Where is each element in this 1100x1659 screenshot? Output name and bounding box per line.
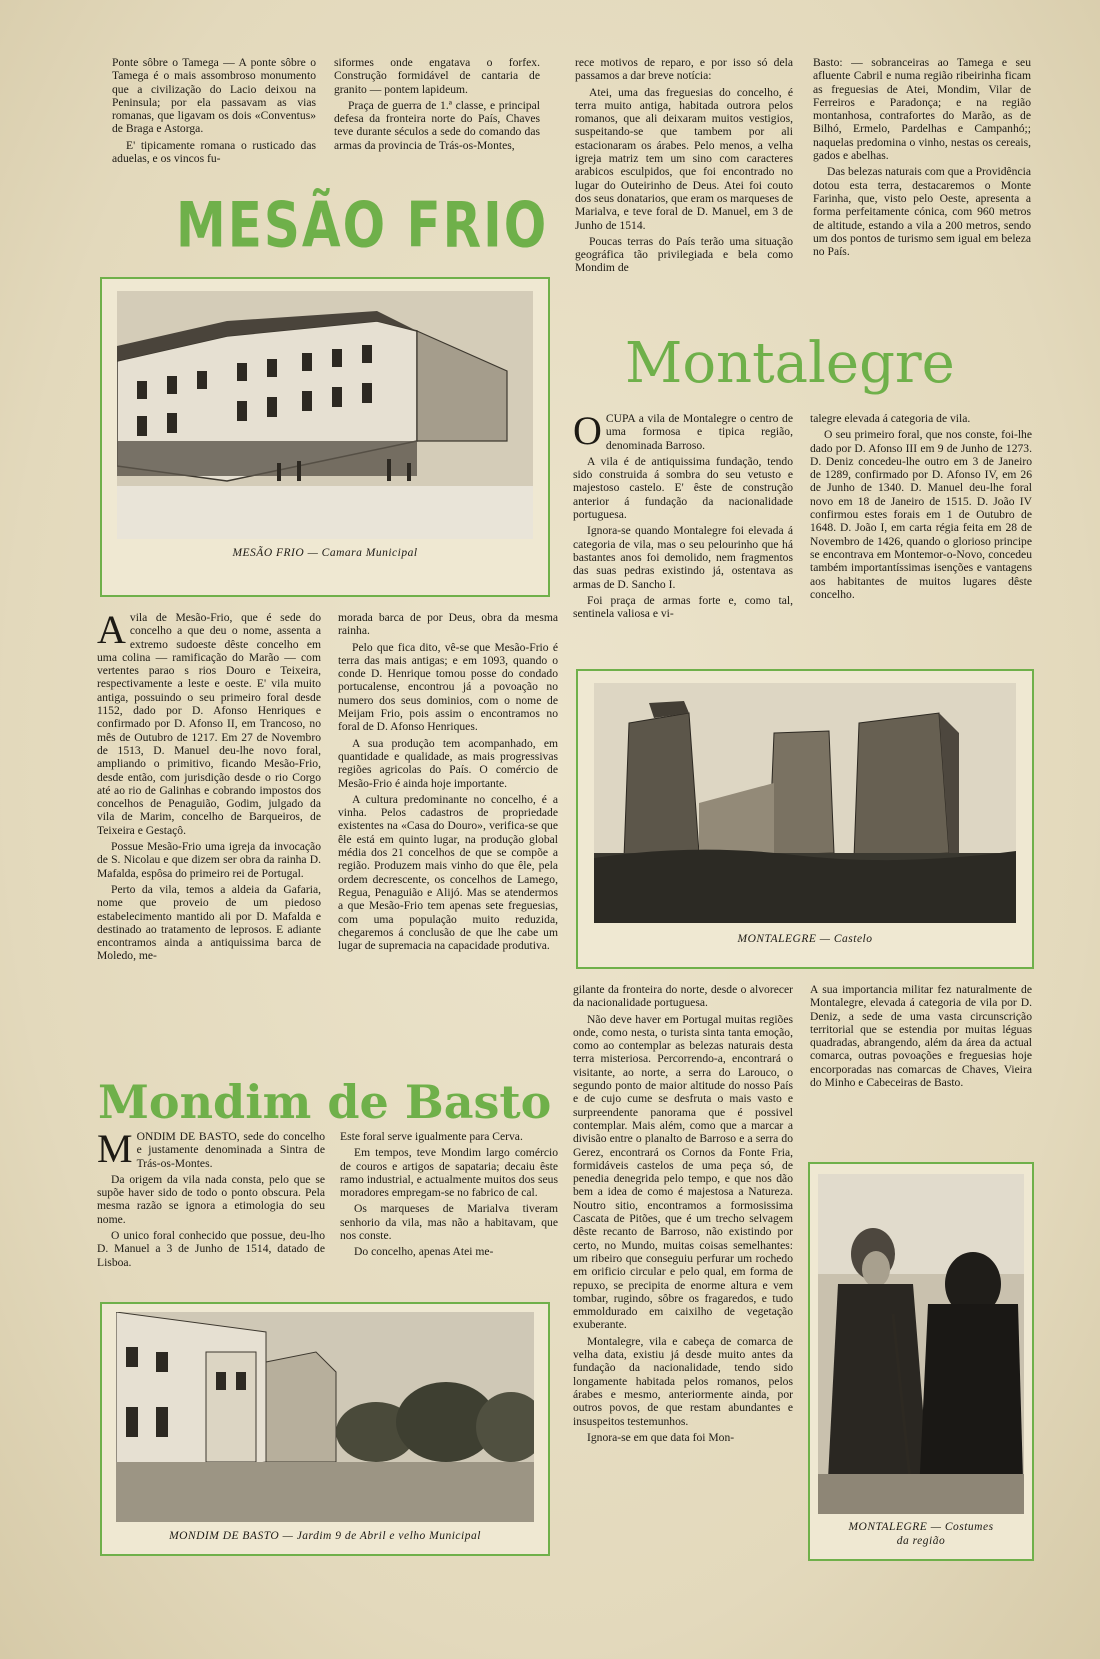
caption-place: MESÃO FRIO: [232, 547, 305, 559]
costume-photo-frame: [808, 1162, 1034, 1561]
costume-caption: [810, 1520, 1032, 1548]
paragraph: Montalegre, vila e cabeça de comarca de velha data, existiu já desde muito antes da fundação da nacionalidade, tendo sido longamente habitada pelos romanos, pelos árabes e mesmo, anteriormente ainda, por outros povos, de que restam abundantes e insuspeitos testemunhos.: [573, 1334, 793, 1428]
mondim-text-col4: [813, 56, 1031, 261]
mondim-text-col1: [97, 1126, 325, 1272]
paragraph: O unico foral conhecido que possue, deu-lho D. Manuel a 3 de Junho de 1514, datado de Lisboa.: [97, 1229, 325, 1269]
paragraph: Ponte sôbre o Tamega — A ponte sôbre o Tamega é o mais assombroso monumento que a civilização do Lacio deixou na Peninsula; por ela passavam as vias romanas, que ligavam os dois «Conventus» de Braga e Astorga.: [112, 56, 316, 136]
building-illustration: [117, 291, 533, 539]
paragraph: Perto da vila, temos a aldeia da Gafaria, nome que proveio de um piedoso estabelecimento mantido ali por D. Mafalda e destinado ao tratamento de leprosos. E adiante encontramos ainda a antiquissima barca de Moledo, me-: [97, 882, 321, 963]
paragraph: Basto: — sobranceiras ao Tamega e seu afluente Cabril e numa região ribeirinha ficam as freguesias de Atei, Mondim, Vilar de Ferreiros e Paradonça; e na região montanhosa, contrafortes do Marão, as de Bilhó, Ermelo, Pardelhas e Campanhó;; naquelas predomina o vinho, nestas os cereais, gados e abelhas.: [813, 56, 1031, 163]
paragraph: Ignora-se em que data foi Mon-: [587, 1430, 735, 1444]
drop-cap: A: [97, 607, 126, 652]
paragraph: siformes onde engatava o forfex. Construção formidável de cantaria de granito — pontem lapideum.: [334, 56, 540, 96]
paragraph: Em tempos, teve Mondim largo comércio de couros e artigos de sapataria; decaiu êste ramo industrial, e actualmente muitos dos seus moradores empregam-se no fabrico de cal.: [340, 1146, 558, 1200]
paragraph: Do concelho, apenas Atei me-: [354, 1245, 494, 1259]
drop-cap: M: [97, 1126, 133, 1171]
caption-text: — Camara Municipal: [307, 547, 418, 559]
mesao-frio-caption: [102, 547, 548, 559]
drop-cap: O: [573, 408, 602, 453]
montalegre-heading: Montalegre: [625, 331, 955, 396]
mesao-frio-text-col2: [338, 611, 558, 955]
paragraph-text: CUPA a vila de Montalegre o centro de uma formosa e tipica região, denominada Barroso.: [605, 412, 793, 452]
caption-text: — Castelo: [819, 933, 873, 945]
mesao-frio-text-col1: [97, 607, 321, 966]
mondim-text-col2: [340, 1130, 558, 1262]
paragraph: gilante da fronteira do norte, desde o alvorecer da nacionalidade portuguesa.: [573, 983, 793, 1010]
mondim-caption: [102, 1530, 548, 1542]
paragraph: rece motivos de reparo, e por isso só dela passamos a dar breve notícia:: [575, 56, 793, 83]
paragraph: Os marqueses de Marialva tiveram senhorio da vila, mas não a habitavam, que nos conste.: [340, 1202, 558, 1243]
jardim-photo: [116, 1312, 534, 1522]
caption-text: — Jardim 9 de Abril e velho Municipal: [282, 1530, 481, 1542]
chaves-text-col1: [112, 56, 316, 168]
mesao-frio-photo-frame: [100, 277, 550, 597]
castle-photo-frame: [576, 669, 1034, 969]
street-illustration: [116, 1312, 534, 1522]
paragraph: talegre elevada á categoria de vila.: [810, 412, 971, 425]
paragraph: Poucas terras do País terão uma situação geográfica tão privilegiada e bela como Mondim de: [575, 234, 793, 275]
paragraph: Este foral serve igualmente para Cerva.: [340, 1130, 523, 1143]
paragraph: A sua importancia militar fez naturalmente de Montalegre, elevada á categoria de vila por D. Deniz, a sede de uma vasta circunscrição territorial que se estendia por muitas léguas quadradas, abrangendo, além da área da actual comarca, outras povoações e freguesias hoje encorporadas nas comarcas de Chaves, Vieira do Minho e Cabeceiras de Basto.: [810, 983, 1032, 1090]
mondim-text-col3: [575, 56, 793, 278]
paragraph: E' tipicamente romana o rusticado das aduelas, e os vincos fu-: [112, 138, 316, 166]
paragraph: Da origem da vila nada consta, pelo que se supõe haver sido de todo o ponto obscura. Pela mesma razão se ignora a etimologia do seu nome.: [97, 1172, 325, 1226]
paragraph: A vila é de antiquissima fundação, tendo sido construida á sombra do seu vetusto e majestoso castelo. E' êste de construção anterior á fundação da nacionalidade portuguesa.: [573, 454, 793, 522]
paragraph: A cultura predominante no concelho, é a vinha. Pelos cadastros de propriedade existentes na «Casa do Douro», verifica-se que êle está em quinto lugar, na produção global média dos 21 concelhos de que se compõe a região. Produzem mais vinho do que êle, pela ordem decrescente, os concelhos de Lamego, Regua, Penaguião e Alijó. Mas se atendermos a que Mesão-Frio tem apenas sete freguesias, com uma população muito reduzida, chegaremos á conclusão de que lhe cabe um lugar de supremacia na capacidade produtiva.: [338, 792, 558, 953]
caption-text: — Costumes: [930, 1521, 994, 1533]
paragraph: Foi praça de armas forte e, como tal, sentinela valiosa e vi-: [573, 593, 793, 621]
paragraph-text: ONDIM DE BASTO, sede do concelho e justamente denominada a Sintra de Trás-os-Montes.: [136, 1130, 325, 1170]
paragraph: Ignora-se quando Montalegre foi elevada á categoria de vila, mas o seu pelourinho que há bastantes anos foi demolido, nem fragmentos das suas pedras existindo já, ostentava as armas de D. Sancho I.: [573, 524, 793, 591]
paragraph: [573, 408, 793, 453]
camara-municipal-photo: [117, 291, 533, 539]
paragraph: [97, 1126, 325, 1171]
mondim-photo-frame: [100, 1302, 550, 1556]
montalegre-text-col3: [573, 983, 793, 1447]
paragraph: Não deve haver em Portugal muitas regiões onde, como nesta, o turista sinta tanta emoção, como ao contemplar as belezas naturais desta terra misteriosa. Percorrendo-a, encontrará o visitante, ao norte, a serra do Larouco, o segundo ponto de maior altitude do nosso País e de cujo cume se desfruta o mais vasto e surpreendente panorama que é possivel contemplar. Mais além, como que a marcar a divisão entre o planalto de Barroso e a serra do Gerez, encontrará os Cornos da Fonte Fria, formidáveis castelos de uma peça só, de penedia denegrida pelo tempo, e que nos dão bem a idea de como é majestosa a Natureza. Noutro sitio, encontramos a formosissima Cascata de Pitões, que é um trecho selvagem dêste recanto de Barroso, não existindo por certo, no Mundo, muitas coisas semelhantes: um ribeiro que conseguiu perfurar um rochedo em orificio circular e pelo qual, em forma de repuxo, se precipita de enorme altura e vem tombar, rugindo, sôbre os fragaredos, e tudo emmoldurado em caixilho de vegetação exuberante.: [573, 1012, 793, 1332]
paragraph: A sua produção tem acompanhado, em quantidade e qualidade, as mais progressivas regiões agricolas do País. O comércio de Mesão-Frio é ainda hoje importante.: [338, 736, 558, 790]
castle-caption: [578, 933, 1032, 945]
paragraph: Possue Mesão-Frio uma igreja da invocação de S. Nicolau e que dizem ser obra da rainha D. Mafalda, espôsa do primeiro rei de Portugal.: [97, 840, 321, 880]
caption-place: MONTALEGRE: [737, 933, 817, 945]
castle-illustration: [594, 683, 1016, 923]
montalegre-text-col4: [810, 983, 1032, 1092]
chaves-text-col2: [334, 56, 540, 155]
caption-text-line2: da região: [896, 1535, 946, 1547]
montalegre-text-col1: [573, 408, 793, 623]
paragraph: Das belezas naturais com que a Providência dotou esta terra, destacaremos o Monte Farinha, que, visto pelo Oeste, apresenta a forma perfeitamente cónica, com 960 metros de altitude, estando a vila a 200 metros, sendo um dos pontos de turismo sem igual em beleza no País.: [813, 165, 1031, 259]
montalegre-text-col2: [810, 412, 1032, 604]
mesao-frio-heading: MESÃO FRIO: [176, 189, 549, 262]
paragraph: morada barca de por Deus, obra da mesma rainha.: [338, 611, 558, 638]
costumes-photo: [818, 1174, 1024, 1514]
paragraph: Pelo que fica dito, vê-se que Mesão-Frio é terra das mais antigas; e em 1093, quando o conde D. Henrique tomou posse do condado portucalense, encontrou já a povoação no numero dos seus dominios, com o nome de Meijam Frio, pois assim o encontramos no foral de D. Afonso Henriques.: [338, 640, 558, 734]
paragraph: Praça de guerra de 1.ª classe, e principal defesa da fronteira norte do País, Chaves teve durante séculos a sede do comando das armas da provincia de Trás-os-Montes,: [334, 98, 540, 152]
paragraph: [97, 607, 321, 837]
castelo-photo: [594, 683, 1016, 923]
paragraph: O seu primeiro foral, que nos conste, foi-lhe dado por D. Afonso III em 9 de Junho de 1273. D. Deniz concedeu-lhe outro em 3 de Janeiro de 1289, confirmado por D. Afonso IV, em 26 de Junho de 1340. D. Manuel deu-lhe foral novo em 18 de Janeiro de 1515. D. João IV confirmou estes forais em 1 de Outubro de 1648. D. João I, em carta régia feita em 28 de Novembro de 1426, quando o glorioso principe se encontrava em Montemor-o-Novo, concedeu também importantíssimas isenções e vantagens aos habitantes de muitos lugares dêste concelho.: [810, 428, 1032, 601]
paragraph: Atei, uma das freguesias do concelho, é terra muito antiga, habitada outrora pelos romanos, que ali deixaram muitos vestigios, suspeitando-se que tambem por ali estacionaram os árabes. Pelo menos, a velha igreja matriz tem um sino com caracteres arabicos esculpidos, que foi encontrado no lugar do Outeirinho de Deus. Atei foi couto dos seus donatarios, que eram os marqueses de Marialva, e teve foral de D. Manuel, em 3 de Junho de 1514.: [575, 85, 793, 232]
mondim-heading: Mondim de Basto: [98, 1075, 552, 1129]
costume-illustration: [818, 1174, 1024, 1514]
paragraph-text: vila de Mesão-Frio, que é sede do concelho a que deu o nome, assenta a extremo sudoeste dêste concelho em uma colina — ramificação do Marão — com vertentes parao s rios Douro e Teixeira, respectivamente a leste e oeste. E' vila muito antiga, possuindo o seu primeiro foral desde 1152, dado por D. Afonso Henriques e confirmado por D. Afonso II, em Trancoso, no mês de Outubro de 1217. Em 27 de Novembro de 1513, D. Manuel deu-lhe novo foral, ampliando o primitivo, ficando Mesão-Frio, desde então, com jurisdição desde o rio Corgo até ao rio de Galinhas e cobrando impostos dos concelhos de Penaguião, Godim, julgado da vila de Marim, concelho de Barqueiros, de Teixeira e Gestaçô.: [97, 611, 321, 837]
caption-place: MONTALEGRE: [848, 1521, 928, 1533]
caption-place: MONDIM DE BASTO: [169, 1530, 280, 1542]
